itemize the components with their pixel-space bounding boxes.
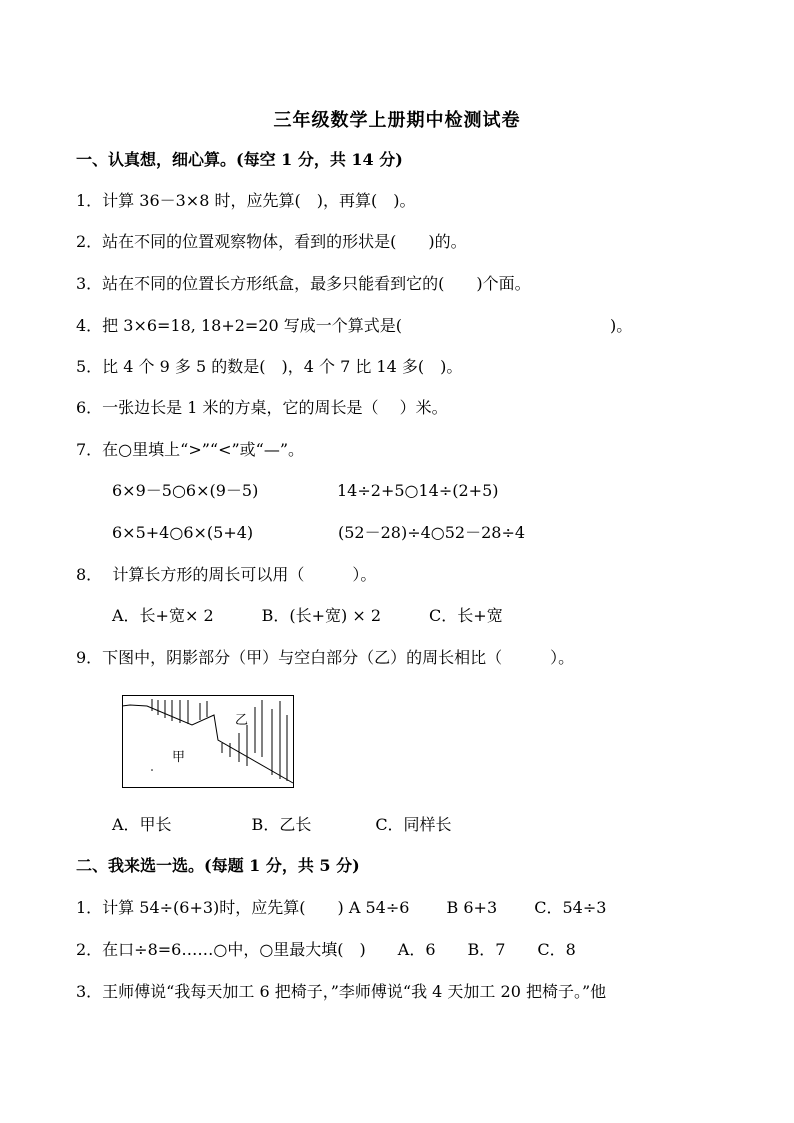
q7-row2-right: (52－28)÷4○52－28÷4: [338, 523, 526, 542]
question-2-2: 2．在口÷8=6……○中，○里最大填( ) A．6 B．7 C．8: [76, 940, 576, 959]
question-1-5: 5．比 4 个 9 多 5 的数是( )，4 个 7 比 14 多( )。: [76, 357, 463, 376]
question-1-2: 2．站在不同的位置观察物体，看到的形状是( )的。: [76, 232, 467, 251]
q9-options: A．甲长 B．乙长 C．同样长: [112, 815, 452, 834]
q7-row1-right: 14÷2+5○14÷(2+5): [337, 481, 499, 500]
question-2-1: 1．计算 54÷(6+3)时，应先算( ) A 54÷6 B 6+3 C．54÷3: [76, 898, 607, 917]
question-1-6: 6．一张边长是 1 米的方桌，它的周长是（ ）米。: [76, 398, 448, 417]
question-1-4: 4．把 3×6=18, 18+2=20 写成一个算式是( )。: [76, 316, 633, 335]
question-1-1: 1．计算 36－3×8 时，应先算( )，再算( )。: [76, 191, 416, 210]
label-jia: 甲: [172, 750, 186, 765]
perimeter-figure: [122, 695, 294, 788]
page-title: 三年级数学上册期中检测试卷: [273, 110, 521, 131]
q7-row2-left: 6×5+4○6×(5+4): [112, 523, 254, 542]
question-1-7: 7．在○里填上“>”“<”或“—”。: [76, 440, 305, 459]
question-1-3: 3．站在不同的位置长方形纸盒，最多只能看到它的( )个面。: [76, 274, 531, 293]
q8-options: A．长+宽× 2 B．(长+宽) × 2 C．长+宽: [112, 606, 503, 625]
label-yi: 乙: [235, 713, 249, 728]
question-2-3: 3．王师傅说“我每天加工 6 把椅子，”李师傅说“我 4 天加工 20 把椅子。”他: [76, 982, 607, 1001]
section1-heading: 一、认真想，细心算。(每空 1 分，共 14 分): [76, 150, 403, 169]
section2-heading: 二、我来选一选。(每题 1 分，共 5 分): [76, 856, 360, 875]
question-1-8: 8． 计算长方形的周长可以用（ ）。: [76, 565, 377, 584]
q7-row1-left: 6×9－5○6×(9－5): [112, 481, 259, 500]
question-1-9: 9．下图中，阴影部分（甲）与空白部分（乙）的周长相比（ ）。: [76, 648, 575, 667]
